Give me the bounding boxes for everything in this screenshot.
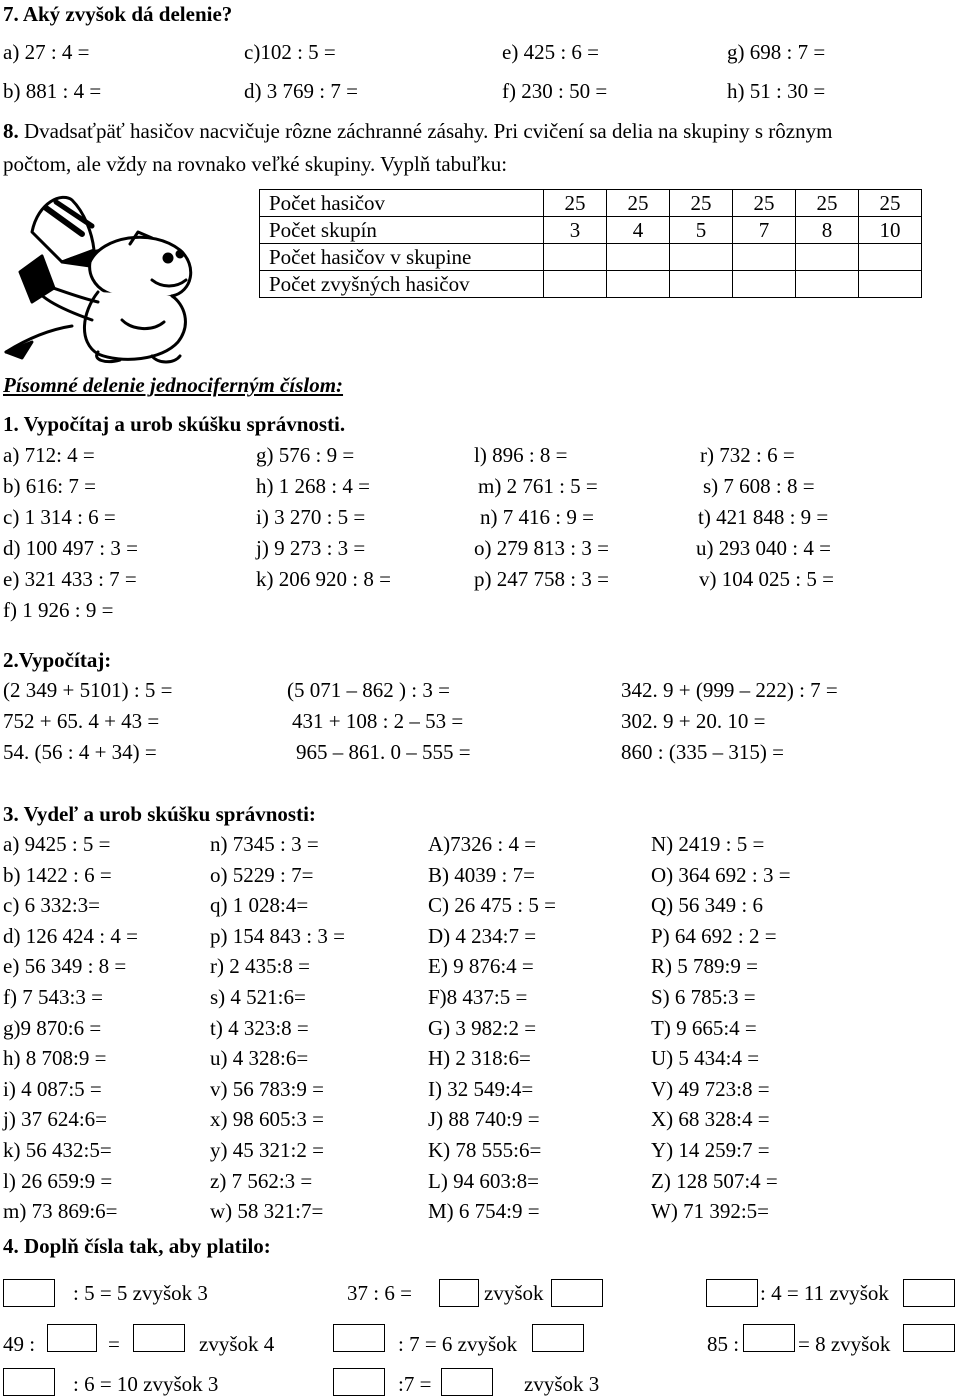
task3-item: H) 2 318:6= [428,1046,531,1070]
table-cell: 25 [859,190,922,217]
task7-title: 7. Aký zvyšok dá delenie? [3,2,233,26]
task3-item: r) 2 435:8 = [210,954,310,978]
table-row-label: Počet hasičov v skupine [260,244,544,271]
table-row-label: Počet skupín [260,217,544,244]
task1-item: b) 616: 7 = [3,474,96,498]
answer-box[interactable] [903,1324,955,1352]
task4-text: : 5 = 5 zvyšok 3 [73,1281,208,1305]
task3-item: D) 4 234:7 = [428,924,537,948]
table-row-label: Počet hasičov [260,190,544,217]
task1-item: u) 293 040 : 4 = [696,536,831,560]
task1-item: j) 9 273 : 3 = [256,536,366,560]
task3-item: h) 8 708:9 = [3,1046,107,1070]
table-cell-empty[interactable] [796,271,859,298]
task3-item: g)9 870:6 = [3,1016,102,1040]
task2-title: 2.Vypočítaj: [3,648,112,672]
task3-item: v) 56 783:9 = [210,1077,324,1101]
table-cell-empty[interactable] [544,244,607,271]
table-cell-empty[interactable] [859,244,922,271]
table-cell: 8 [796,217,859,244]
table-cell: 3 [544,217,607,244]
table-row [260,190,922,217]
answer-box[interactable] [47,1324,97,1352]
task3-item: o) 5229 : 7= [210,863,314,887]
table-cell-empty[interactable] [733,271,796,298]
task3-item: J) 88 740:9 = [428,1107,540,1131]
section-heading: Písomné delenie jednociferným číslom: [3,373,344,397]
task4-text: 49 : [3,1332,36,1356]
task3-item: F)8 437:5 = [428,985,528,1009]
answer-box[interactable] [903,1279,955,1307]
task1-item: s) 7 608 : 8 = [703,474,815,498]
task3-item: L) 94 603:8= [428,1169,539,1193]
task1-item: e) 321 433 : 7 = [3,567,137,591]
table-cell: 25 [670,190,733,217]
table-cell: 25 [544,190,607,217]
task1-item: a) 712: 4 = [3,443,95,467]
task1-item: k) 206 920 : 8 = [256,567,391,591]
task4-text: = [108,1332,120,1356]
task1-item: c) 1 314 : 6 = [3,505,116,529]
task3-item: l) 26 659:9 = [3,1169,113,1193]
table-cell-empty[interactable] [607,271,670,298]
task1-item: r) 732 : 6 = [700,443,795,467]
task1-item: t) 421 848 : 9 = [698,505,829,529]
task3-item: n) 7345 : 3 = [210,832,319,856]
task3-item: q) 1 028:4= [210,893,309,917]
answer-box[interactable] [441,1368,493,1396]
table-cell: 25 [733,190,796,217]
task3-item: P) 64 692 : 2 = [651,924,777,948]
table-cell-empty[interactable] [796,244,859,271]
task1-title: 1. Vypočítaj a urob skúšku správnosti. [3,412,346,436]
task3-item: Z) 128 507:4 = [651,1169,778,1193]
task3-item: j) 37 624:6= [3,1107,108,1131]
task3-item: c) 6 332:3= [3,893,100,917]
task3-item: f) 7 543:3 = [3,985,103,1009]
answer-box[interactable] [532,1324,584,1352]
answer-box[interactable] [333,1368,385,1396]
task3-item: e) 56 349 : 8 = [3,954,127,978]
task3-item: d) 126 424 : 4 = [3,924,138,948]
task3-item: k) 56 432:5= [3,1138,112,1162]
task3-item: b) 1422 : 6 = [3,863,112,887]
task3-item: C) 26 475 : 5 = [428,893,556,917]
task7-item: b) 881 : 4 = [3,79,102,103]
task3-item: y) 45 321:2 = [210,1138,324,1162]
task3-item: B) 4039 : 7= [428,863,535,887]
answer-box[interactable] [706,1279,758,1307]
task8-line1: Dvadsaťpäť hasičov nacvičuje rôzne záchranné zásahy. Pri cvičení sa delia na skupiny s rôznym [24,119,833,143]
table-cell: 4 [607,217,670,244]
task3-item: z) 7 562:3 = [210,1169,313,1193]
task3-item: U) 5 434:4 = [651,1046,760,1070]
task2-item: (2 349 + 5101) : 5 = [3,678,173,702]
task4-text: 85 : [707,1332,740,1356]
answer-box[interactable] [333,1324,385,1352]
task2-item: 342. 9 + (999 – 222) : 7 = [621,678,838,702]
task1-item: h) 1 268 : 4 = [256,474,370,498]
task4-text: = 8 zvyšok [798,1332,891,1356]
table-row [260,217,922,244]
task3-item: G) 3 982:2 = [428,1016,537,1040]
task7-item: h) 51 : 30 = [727,79,826,103]
table-cell: 10 [859,217,922,244]
task7-item: e) 425 : 6 = [502,40,599,64]
task4-text: : 6 = 10 zvyšok 3 [73,1372,219,1396]
task3-item: I) 32 549:4= [428,1077,534,1101]
table-cell: 5 [670,217,733,244]
table-cell: 25 [796,190,859,217]
task1-item: o) 279 813 : 3 = [474,536,609,560]
task3-item: K) 78 555:6= [428,1138,542,1162]
task3-item: Y) 14 259:7 = [651,1138,770,1162]
task4-text: zvyšok 3 [524,1372,600,1396]
firefighters-table [259,189,922,298]
answer-box[interactable] [439,1279,479,1307]
task2-item: 431 + 108 : 2 – 53 = [292,709,464,733]
task1-item: m) 2 761 : 5 = [478,474,598,498]
task3-item: A)7326 : 4 = [428,832,537,856]
task3-item: i) 4 087:5 = [3,1077,102,1101]
task2-item: 302. 9 + 20. 10 = [621,709,766,733]
answer-box[interactable] [743,1324,795,1352]
task1-item: n) 7 416 : 9 = [480,505,594,529]
task1-item: p) 247 758 : 3 = [474,567,609,591]
answer-box[interactable] [133,1324,185,1352]
task3-item: t) 4 323:8 = [210,1016,309,1040]
table-cell-empty[interactable] [670,244,733,271]
task4-text: zvyšok 4 [199,1332,275,1356]
answer-box[interactable] [3,1368,55,1396]
answer-box[interactable] [551,1279,603,1307]
task1-item: i) 3 270 : 5 = [256,505,366,529]
task2-item: 752 + 65. 4 + 43 = [3,709,160,733]
table-cell-empty[interactable] [607,244,670,271]
table-cell-empty[interactable] [670,271,733,298]
task3-item: s) 4 521:6= [210,985,306,1009]
task4-text: : 7 = 6 zvyšok [398,1332,518,1356]
task1-item: l) 896 : 8 = [474,443,568,467]
firefighter-mascot-illustration [2,192,252,364]
task3-item: V) 49 723:8 = [651,1077,770,1101]
table-cell: 7 [733,217,796,244]
task1-item: g) 576 : 9 = [256,443,355,467]
table-cell-empty[interactable] [733,244,796,271]
task3-item: w) 58 321:7= [210,1199,324,1223]
task3-item: W) 71 392:5= [651,1199,769,1223]
task7-item: d) 3 769 : 7 = [244,79,358,103]
task3-item: m) 73 869:6= [3,1199,118,1223]
task1-item: v) 104 025 : 5 = [699,567,834,591]
task4-text: 37 : 6 = [347,1281,412,1305]
task2-item: 54. (56 : 4 + 34) = [3,740,157,764]
task3-item: x) 98 605:3 = [210,1107,324,1131]
task7-item: f) 230 : 50 = [502,79,608,103]
task3-item: O) 364 692 : 3 = [651,863,791,887]
task7-item: g) 698 : 7 = [727,40,826,64]
task1-item: f) 1 926 : 9 = [3,598,114,622]
task3-item: T) 9 665:4 = [651,1016,757,1040]
task8-text-line2: počtom, ale vždy na rovnako veľké skupiny. Vyplň tabuľku: [3,152,508,176]
task4-text: zvyšok [484,1281,544,1305]
table-cell-empty[interactable] [544,271,607,298]
table-row [260,271,922,298]
task7-item: c)102 : 5 = [244,40,336,64]
task4-title: 4. Doplň čísla tak, aby platilo: [3,1234,271,1258]
task2-item: 860 : (335 – 315) = [621,740,784,764]
answer-box[interactable] [3,1279,55,1307]
task3-item: X) 68 328:4 = [651,1107,770,1131]
table-row-label: Počet zvyšných hasičov [260,271,544,298]
task3-item: a) 9425 : 5 = [3,832,111,856]
table-cell-empty[interactable] [859,271,922,298]
task4-text: :7 = [398,1372,432,1396]
task7-item: a) 27 : 4 = [3,40,90,64]
task2-item: (5 071 – 862 ) : 3 = [287,678,450,702]
table-cell: 25 [607,190,670,217]
task8-text-line1: 8. Dvadsaťpäť hasičov nacvičuje rôzne záchranné zásahy. Pri cvičení sa delia na skupiny s rôznym [3,119,833,143]
task3-item: N) 2419 : 5 = [651,832,765,856]
task3-item: p) 154 843 : 3 = [210,924,345,948]
task3-item: R) 5 789:9 = [651,954,758,978]
task3-item: Q) 56 349 : 6 [651,893,763,917]
task2-item: 965 – 861. 0 – 555 = [296,740,471,764]
task3-item: M) 6 754:9 = [428,1199,540,1223]
task3-title: 3. Vydeľ a urob skúšku správnosti: [3,802,316,826]
table-row [260,244,922,271]
task3-item: u) 4 328:6= [210,1046,309,1070]
task1-item: d) 100 497 : 3 = [3,536,138,560]
task3-item: S) 6 785:3 = [651,985,756,1009]
task4-text: : 4 = 11 zvyšok [760,1281,889,1305]
task3-item: E) 9 876:4 = [428,954,534,978]
